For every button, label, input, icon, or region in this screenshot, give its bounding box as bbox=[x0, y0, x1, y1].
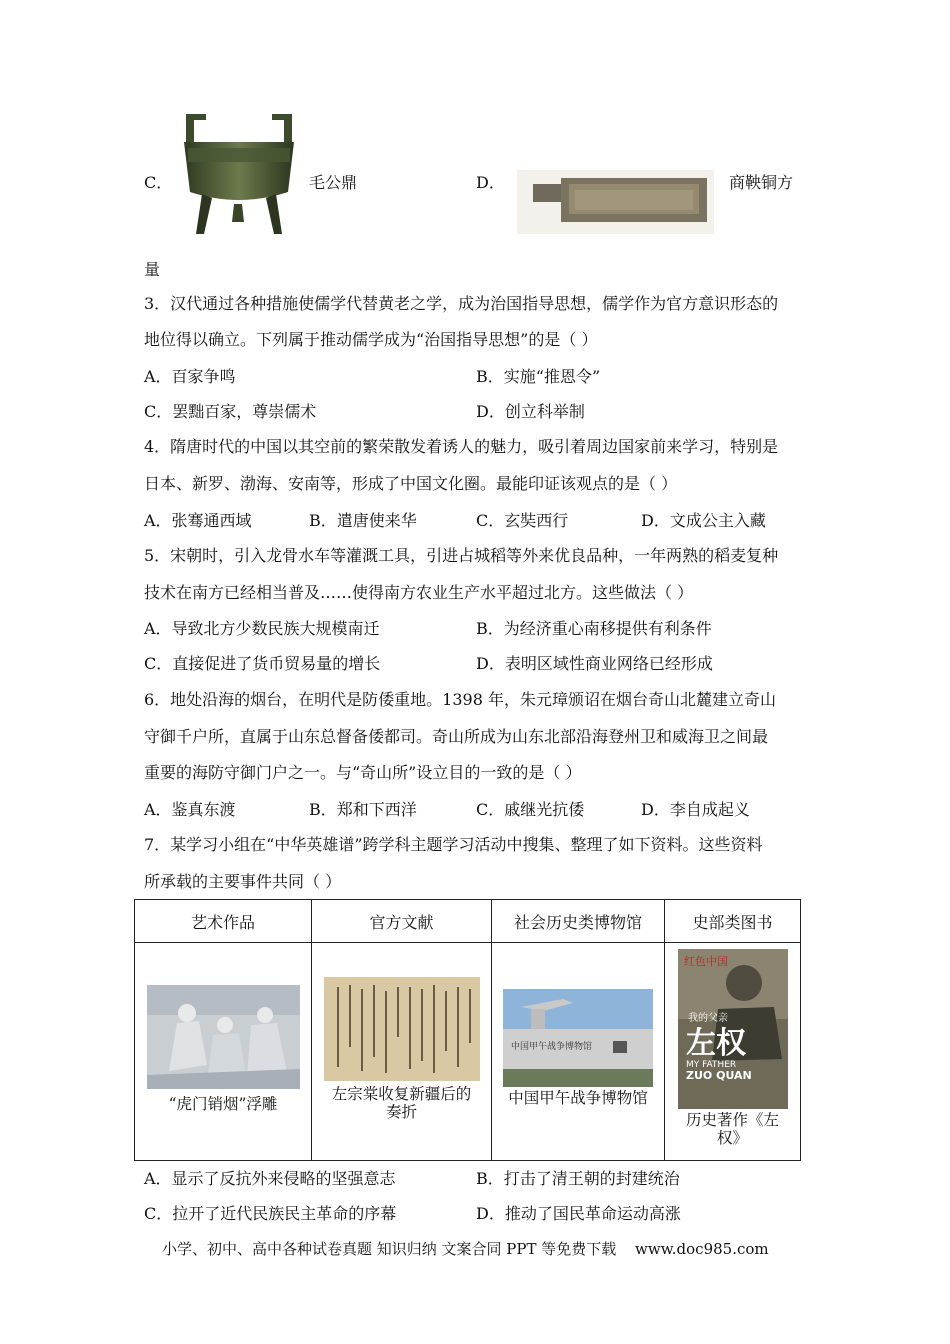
header-official-document: 官方文献 bbox=[312, 900, 492, 943]
q5-option-b: B．为经济重心南移提供有利条件 bbox=[476, 619, 712, 638]
q5-option-d: D．表明区域性商业网络已经形成 bbox=[476, 654, 713, 673]
option-d-label: D． bbox=[476, 173, 505, 192]
footer bbox=[162, 1238, 769, 1259]
q4-option-a: A．张骞通西域 bbox=[144, 511, 252, 530]
option-d-text-wrap: 量 bbox=[144, 260, 161, 279]
q7-option-c: C．拉开了近代民族民主革命的序幕 bbox=[144, 1204, 397, 1223]
book-top-text: 红色中国 bbox=[683, 955, 728, 968]
option-d-text: 商鞅铜方 bbox=[729, 173, 794, 192]
header-museum: 社会历史类博物馆 bbox=[492, 900, 665, 943]
jiawu-museum-image bbox=[503, 989, 653, 1087]
q3-line-1: 3．汉代通过各种措施使儒学代替黄老之学，成为治国指导思想，儒学作为官方意识形态的 bbox=[144, 294, 779, 313]
q7-line-2: 所承载的主要事件共同（ ） bbox=[144, 872, 342, 891]
q6-option-b: B．郑和下西洋 bbox=[309, 800, 417, 819]
header-art-work: 艺术作品 bbox=[135, 900, 312, 943]
caption-book-line-1: 历史著作《左 bbox=[685, 1111, 779, 1129]
q4-option-d: D．文成公主入藏 bbox=[641, 511, 766, 530]
book-title-small: 我的父亲 bbox=[687, 1013, 728, 1024]
cell-memorial bbox=[312, 943, 492, 1161]
caption-museum: 中国甲午战争博物馆 bbox=[508, 1089, 648, 1107]
q7-option-a: A．显示了反抗外来侵略的坚强意志 bbox=[144, 1169, 396, 1188]
q6-line-1: 6．地处沿海的烟台，在明代是防倭重地。1398 年，朱元璋颁诏在烟台奇山北麓建立奇山 bbox=[144, 690, 776, 709]
caption-memorial-line-1: 左宗棠收复新疆后的 bbox=[331, 1085, 472, 1103]
book-en-line-1: MY FATHER bbox=[685, 1060, 736, 1070]
q3-option-b: B．实施“推恩令” bbox=[476, 367, 601, 386]
q3-option-d: D．创立科举制 bbox=[476, 402, 585, 421]
option-c-text: 毛公鼎 bbox=[309, 173, 358, 192]
humen-relief-image bbox=[147, 985, 300, 1089]
hero-materials-table bbox=[134, 899, 801, 1161]
book-en-line-2: ZUO QUAN bbox=[685, 1069, 752, 1082]
museum-sign-text: 中国甲午战争博物馆 bbox=[511, 1042, 593, 1052]
q6-line-3: 重要的海防守御门户之一。与“奇山所”设立目的一致的是（ ） bbox=[144, 763, 582, 782]
q4-option-b: B．遣唐使来华 bbox=[309, 511, 417, 530]
cell-relief bbox=[135, 943, 312, 1161]
caption-relief: “虎门销烟”浮雕 bbox=[168, 1095, 278, 1113]
q5-option-a: A．导致北方少数民族大规模南迁 bbox=[144, 619, 380, 638]
book-title-big: 左权 bbox=[685, 1026, 746, 1061]
q5-line-2: 技术在南方已经相当普及……使得南方农业生产水平超过北方。这些做法（ ） bbox=[144, 583, 694, 602]
maogong-ding-image bbox=[182, 112, 296, 238]
header-history-book: 史部类图书 bbox=[665, 900, 801, 943]
memorial-document-image bbox=[324, 977, 480, 1081]
q6-option-d: D．李自成起义 bbox=[641, 800, 750, 819]
shangyang-fangliang-image bbox=[517, 170, 714, 234]
q7-option-b: B．打击了清王朝的封建统治 bbox=[476, 1169, 680, 1188]
q7-option-d: D．推动了国民革命运动高涨 bbox=[476, 1204, 681, 1223]
q3-option-c: C．罢黜百家，尊崇儒术 bbox=[144, 402, 317, 421]
cell-museum bbox=[492, 943, 665, 1161]
q4-line-1: 4．隋唐时代的中国以其空前的繁荣散发着诱人的魅力，吸引着周边国家前来学习，特别是 bbox=[144, 437, 779, 456]
footer-text: 小学、初中、高中各种试卷真题 知识归纳 文案合同 PPT 等免费下载 bbox=[162, 1240, 617, 1258]
q6-option-a: A．鉴真东渡 bbox=[144, 800, 236, 819]
q6-line-2: 守御千户所，直属于山东总督备倭都司。奇山所成为山东北部沿海登州卫和威海卫之间最 bbox=[144, 727, 769, 746]
caption-memorial-line-2: 奏折 bbox=[385, 1103, 417, 1121]
q4-line-2: 日本、新罗、渤海、安南等，形成了中国文化圈。最能印证该观点的是（ ） bbox=[144, 474, 678, 493]
q7-line-1: 7．某学习小组在“中华英雄谱”跨学科主题学习活动中搜集、整理了如下资料。这些资料 bbox=[144, 835, 763, 854]
zuoquan-book-cover-image bbox=[678, 949, 788, 1109]
cell-book bbox=[665, 943, 801, 1161]
q3-option-a: A．百家争鸣 bbox=[144, 367, 236, 386]
caption-book-line-2: 权》 bbox=[716, 1129, 748, 1147]
q3-line-2: 地位得以确立。下列属于推动儒学成为“治国指导思想”的是（ ） bbox=[144, 330, 598, 349]
q5-option-c: C．直接促进了货币贸易量的增长 bbox=[144, 654, 381, 673]
option-c-label: C． bbox=[144, 173, 173, 192]
q6-option-c: C．戚继光抗倭 bbox=[476, 800, 585, 819]
q4-option-c: C．玄奘西行 bbox=[476, 511, 569, 530]
q5-line-1: 5．宋朝时，引入龙骨水车等灌溉工具，引进占城稻等外来优良品种，一年两熟的稻麦复种 bbox=[144, 546, 779, 565]
footer-url[interactable]: www.doc985.com bbox=[635, 1240, 769, 1258]
